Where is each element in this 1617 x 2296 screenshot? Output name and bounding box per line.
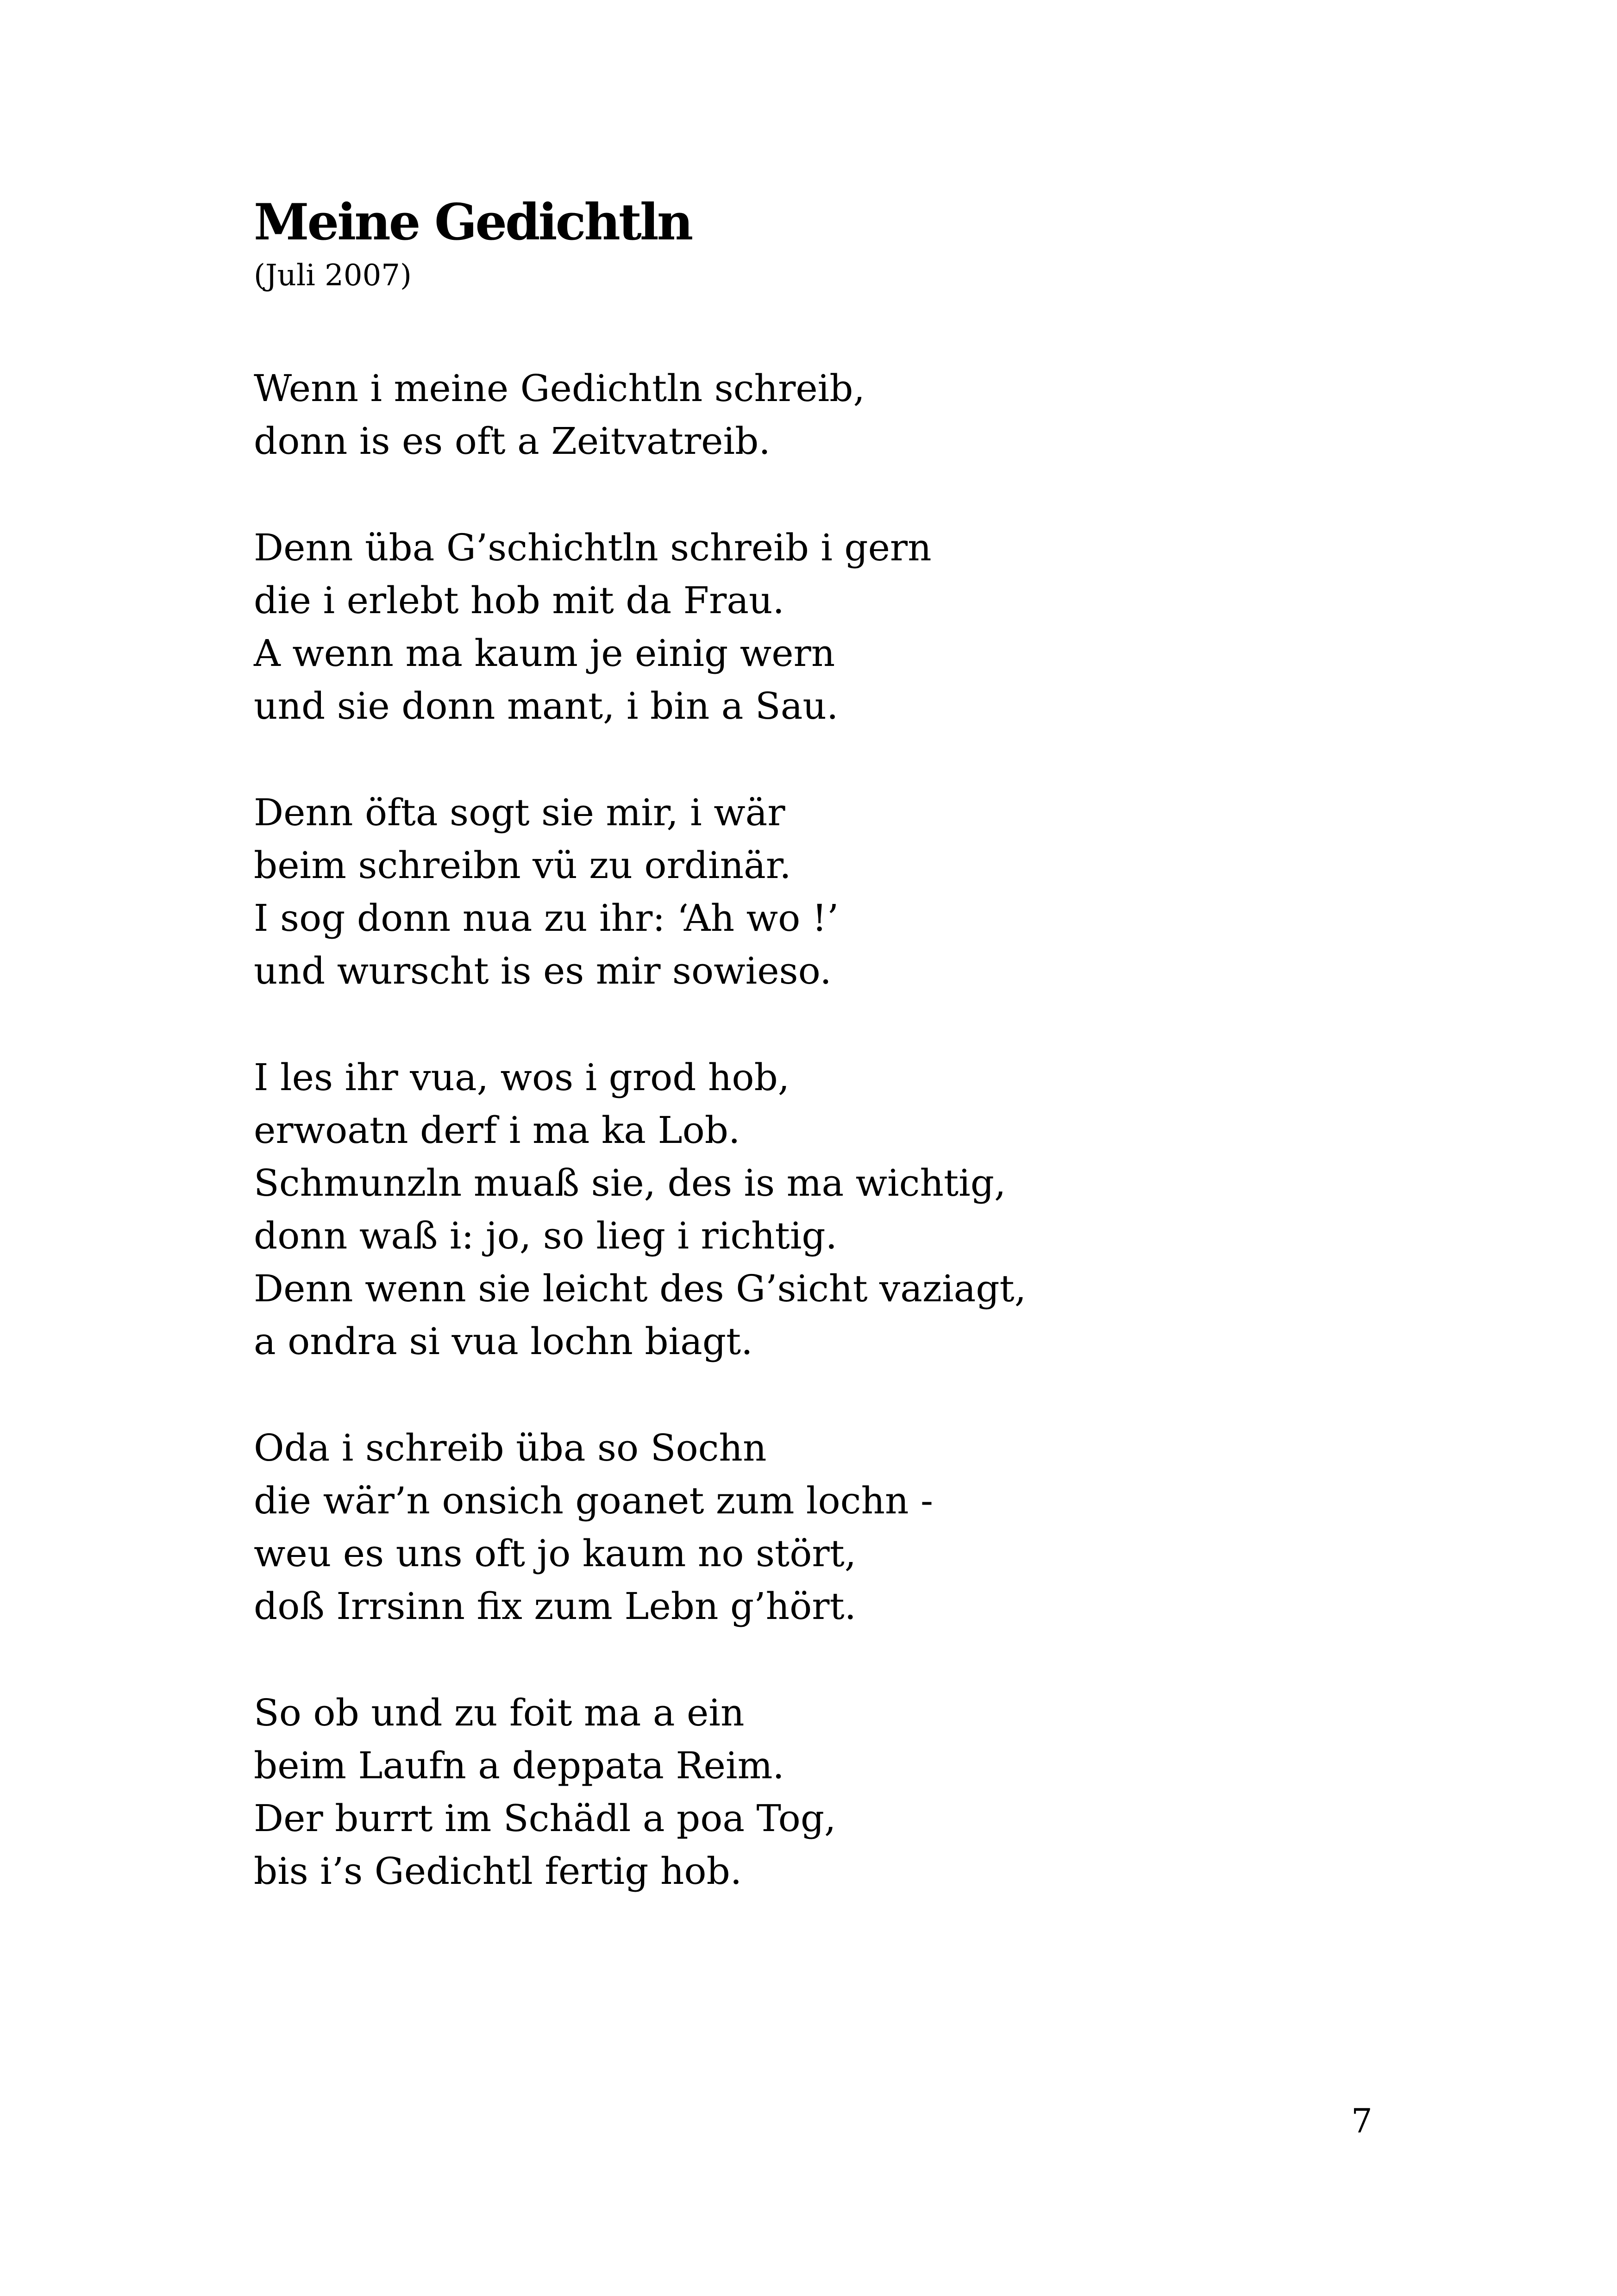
poem-title: Meine Gedichtln: [254, 193, 692, 251]
poem-line: A wenn ma kaum je einig wern: [254, 632, 835, 675]
poem-line: beim Laufn a deppata Reim.: [254, 1744, 784, 1787]
poem-line: I les ihr vua, wos i grod hob,: [254, 1056, 790, 1099]
poem-line: Denn wenn sie leicht des G’sicht vaziagt,: [254, 1267, 1027, 1310]
poem-body: [254, 362, 1504, 1951]
poem-line: I sog donn nua zu ihr: ‘Ah wo !’: [254, 897, 839, 940]
poem-line: donn is es oft a Zeitvatreib.: [254, 420, 771, 463]
poem-line: bis i’s Gedichtl fertig hob.: [254, 1850, 742, 1893]
poem-line: Denn üba G’schichtln schreib i gern: [254, 526, 932, 569]
poem-line: a ondra si vua lochn biagt.: [254, 1320, 753, 1363]
page-number: 7: [1351, 2102, 1373, 2140]
poem-line: die wär’n onsich goanet zum lochn -: [254, 1479, 933, 1522]
stanza-5: [254, 1422, 1504, 1633]
poem-line: So ob und zu foit ma a ein: [254, 1691, 745, 1734]
poem-line: Denn öfta sogt sie mir, i wär: [254, 791, 785, 834]
poem-line: doß Irrsinn fix zum Lebn g’hört.: [254, 1585, 857, 1628]
poem-line: Wenn i meine Gedichtln schreib,: [254, 367, 865, 410]
stanza-1: [254, 362, 1504, 468]
poem-line: beim schreibn vü zu ordinär.: [254, 844, 791, 887]
poem-line: erwoatn derf i ma ka Lob.: [254, 1109, 740, 1152]
stanza-4: [254, 1051, 1504, 1368]
poem-line: die i erlebt hob mit da Frau.: [254, 579, 784, 622]
poem-date: (Juli 2007): [254, 258, 412, 293]
stanza-6: [254, 1687, 1504, 1898]
poem-line: Oda i schreib üba so Sochn: [254, 1426, 767, 1469]
stanza-3: [254, 786, 1504, 997]
stanza-2: [254, 521, 1504, 733]
poem-line: und wurscht is es mir sowieso.: [254, 949, 832, 992]
poem-line: Der burrt im Schädl a poa Tog,: [254, 1797, 836, 1840]
poem-line: und sie donn mant, i bin a Sau.: [254, 684, 839, 728]
poem-line: Schmunzln muaß sie, des is ma wichtig,: [254, 1161, 1006, 1204]
poem-line: weu es uns oft jo kaum no stört,: [254, 1532, 857, 1575]
poem-line: donn waß i: jo, so lieg i richtig.: [254, 1214, 838, 1257]
